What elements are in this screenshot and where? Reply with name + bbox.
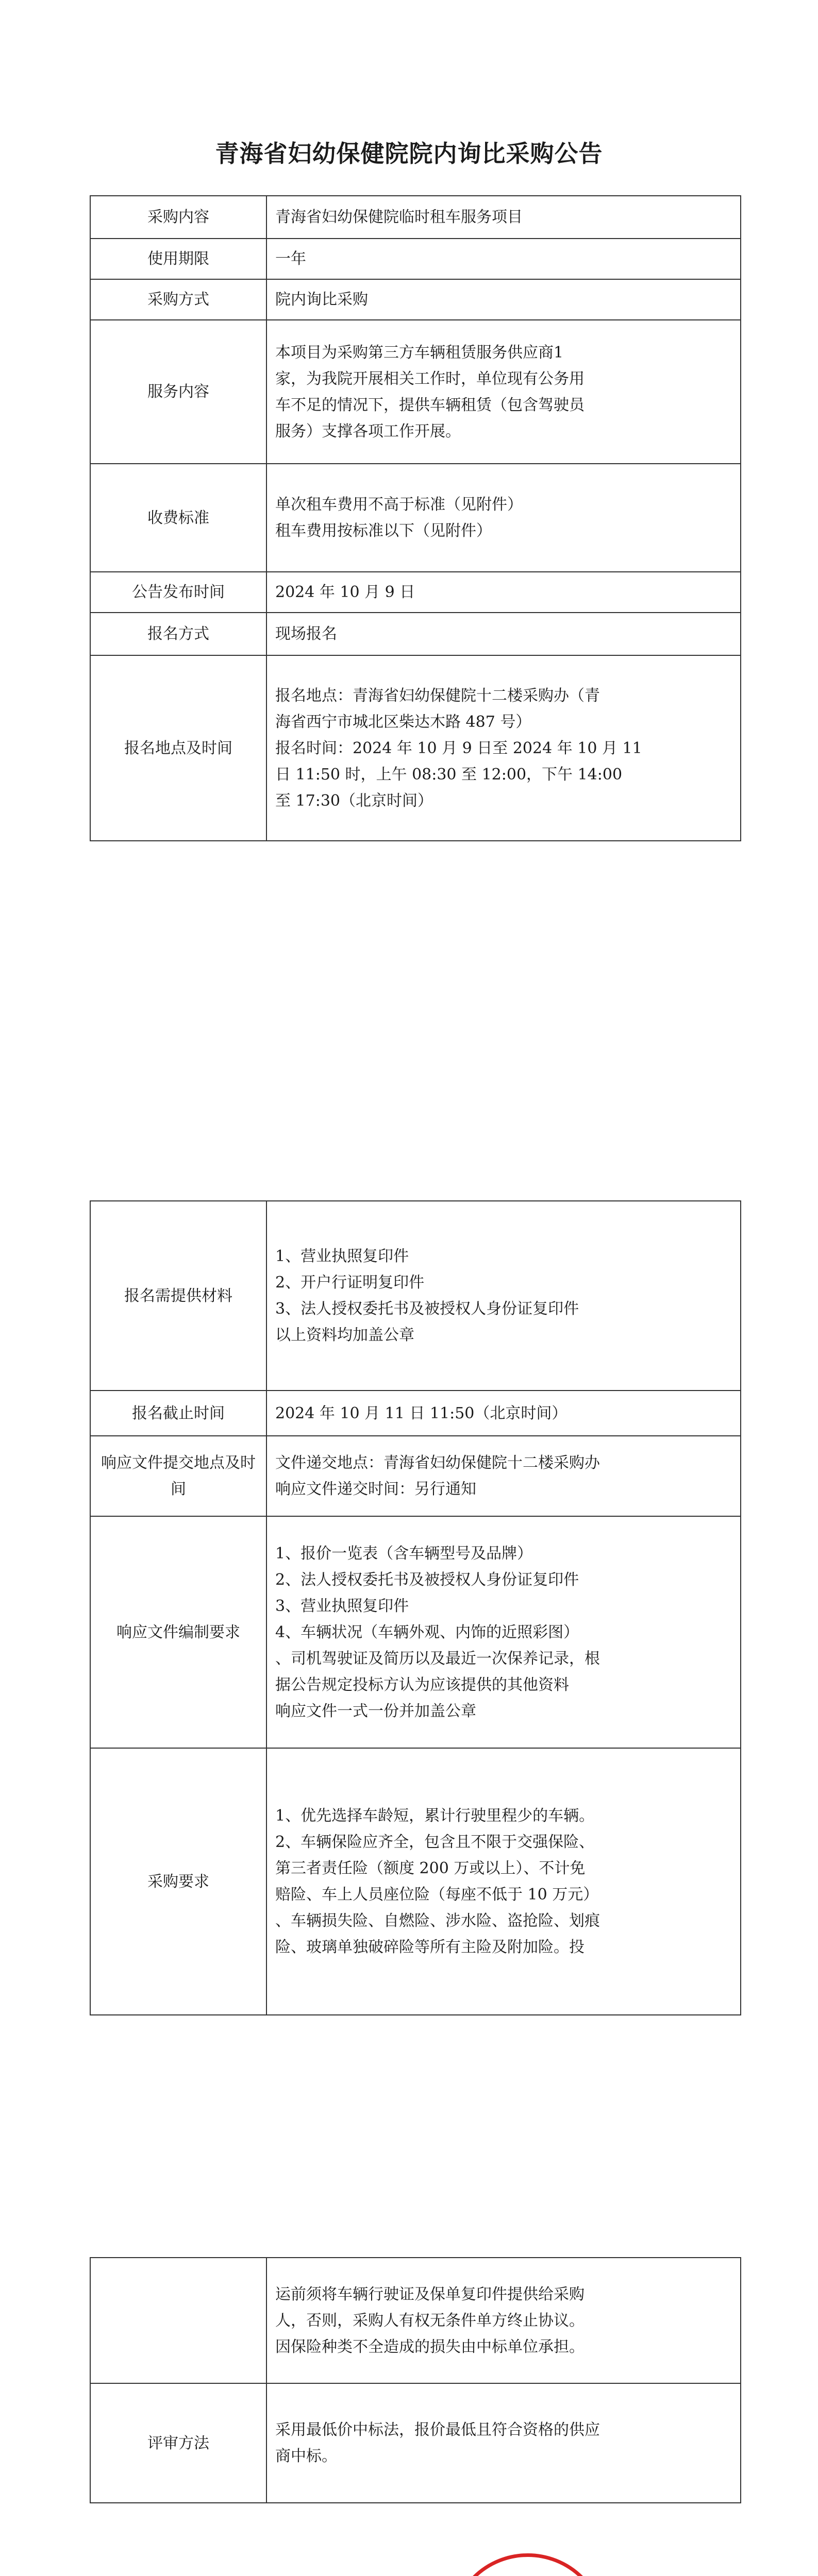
row-value (266, 1391, 741, 1436)
page-title: 青海省妇幼保健院院内询比采购公告 (215, 140, 603, 167)
row-value (266, 2258, 741, 2383)
value-line: 商中标。 (275, 2447, 337, 2465)
table-row (90, 1391, 741, 1436)
value-line: 因保险种类不全造成的损失由中标单位承担。 (275, 2337, 585, 2356)
value-line: 租车费用按标准以下（见附件） (275, 522, 492, 540)
row-label: 报名方式 (90, 613, 266, 655)
value-line: 赔险、车上人员座位险（每座不低于 10 万元） (275, 1886, 599, 1904)
table-row (90, 2383, 741, 2503)
value-line: 1、报价一览表（含车辆型号及品牌） (275, 1544, 533, 1563)
value-line: 、司机驾驶证及简历以及最近一次保养记录，根 (275, 1649, 600, 1668)
info-table-page-2 (90, 1200, 741, 2015)
value-line: 文件递交地点：青海省妇幼保健院十二楼采购办 (275, 1454, 600, 1472)
row-label: 使用期限 (90, 239, 266, 279)
row-value (266, 320, 741, 464)
value-line: 3、营业执照复印件 (275, 1597, 409, 1615)
value-line: 险、玻璃单独破碎险等所有主险及附加险。投 (275, 1938, 585, 1956)
row-label: 响应文件编制要求 (90, 1516, 266, 1748)
table-row (90, 1516, 741, 1748)
value-line: 2024 年 10 月 9 日 (275, 583, 415, 601)
value-line: 一年 (275, 250, 306, 268)
row-label: 报名需提供材料 (90, 1201, 266, 1391)
row-value (266, 655, 741, 841)
row-label: 评审方法 (90, 2383, 266, 2503)
value-line: 2、法人授权委托书及被授权人身份证复印件 (275, 1570, 579, 1589)
value-line: 单次租车费用不高于标准（见附件） (275, 496, 523, 514)
row-label: 公告发布时间 (90, 572, 266, 613)
table-row (90, 1436, 741, 1516)
row-value (266, 1748, 741, 2015)
row-value (266, 613, 741, 655)
value-line: 1、优先选择车龄短，累计行驶里程少的车辆。 (275, 1807, 595, 1825)
row-value (266, 239, 741, 279)
table-row (90, 196, 741, 239)
table-row (90, 572, 741, 613)
row-value (266, 1201, 741, 1391)
table-row (90, 279, 741, 320)
info-table-page-3 (90, 2257, 741, 2503)
value-line: 4、车辆状况（车辆外观、内饰的近照彩图） (275, 1623, 579, 1641)
table-row (90, 464, 741, 572)
value-line: 服务）支撑各项工作开展。 (275, 422, 461, 440)
row-label: 响应文件提交地点及时间 (90, 1436, 266, 1516)
table-row (90, 1748, 741, 2015)
table-row (90, 1201, 741, 1391)
info-table-page-1 (90, 195, 741, 841)
row-value (266, 196, 741, 239)
value-line: 采用最低价中标法，报价最低且符合资格的供应 (275, 2421, 600, 2439)
value-line: 1、营业执照复印件 (275, 1247, 409, 1265)
table-row (90, 239, 741, 279)
value-line: 报名地点：青海省妇幼保健院十二楼采购办（青 (275, 686, 600, 705)
row-label: 采购方式 (90, 279, 266, 320)
value-line: 人，否则，采购人有权无条件单方终止协议。 (275, 2311, 585, 2330)
value-line: 第三者责任险（额度 200 万或以上）、不计免 (275, 1859, 586, 1877)
value-line: 2、开户行证明复印件 (275, 1274, 425, 1292)
value-line: 据公告规定投标方认为应该提供的其他资料 (275, 1675, 569, 1694)
value-line: 至 17:30（北京时间） (275, 791, 433, 810)
official-seal-1 (449, 2553, 606, 2576)
value-line: 2024 年 10 月 11 日 11:50（北京时间） (275, 1404, 567, 1422)
row-value (266, 1516, 741, 1748)
value-line: 现场报名 (275, 625, 337, 643)
value-line: 3、法人授权委托书及被授权人身份证复印件 (275, 1300, 579, 1318)
value-line: 运前须将车辆行驶证及保单复印件提供给采购 (275, 2285, 585, 2303)
value-line: 以上资料均加盖公章 (275, 1326, 414, 1344)
value-line: 、车辆损失险、自燃险、涉水险、盗抢险、划痕 (275, 1912, 600, 1930)
value-line: 2、车辆保险应齐全，包含且不限于交强保险、 (275, 1833, 595, 1851)
row-value (266, 1436, 741, 1516)
value-line: 响应文件递交时间：另行通知 (275, 1480, 476, 1498)
row-value (266, 464, 741, 572)
value-line: 报名时间：2024 年 10 月 9 日至 2024 年 10 月 11 (275, 739, 642, 757)
value-line: 青海省妇幼保健院临时租车服务项目 (275, 208, 523, 226)
table-row (90, 320, 741, 464)
row-label: 报名截止时间 (90, 1391, 266, 1436)
row-value (266, 572, 741, 613)
table-row (90, 655, 741, 841)
row-label: 报名地点及时间 (90, 655, 266, 841)
value-line: 响应文件一式一份并加盖公章 (275, 1702, 476, 1720)
row-label (90, 2258, 266, 2383)
row-label: 收费标准 (90, 464, 266, 572)
row-label: 采购内容 (90, 196, 266, 239)
row-label: 采购要求 (90, 1748, 266, 2015)
value-line: 家，为我院开展相关工作时，单位现有公务用 (275, 369, 585, 388)
row-value (266, 279, 741, 320)
table-row (90, 613, 741, 655)
row-label: 服务内容 (90, 320, 266, 464)
value-line: 院内询比采购 (275, 291, 368, 309)
row-value (266, 2383, 741, 2503)
value-line: 车不足的情况下，提供车辆租赁（包含驾驶员 (275, 396, 585, 414)
value-line: 日 11:50 时，上午 08:30 至 12:00，下午 14:00 (275, 765, 623, 784)
value-line: 本项目为采购第三方车辆租赁服务供应商1 (275, 343, 564, 362)
value-line: 海省西宁市城北区柴达木路 487 号） (275, 713, 531, 731)
table-row (90, 2258, 741, 2383)
